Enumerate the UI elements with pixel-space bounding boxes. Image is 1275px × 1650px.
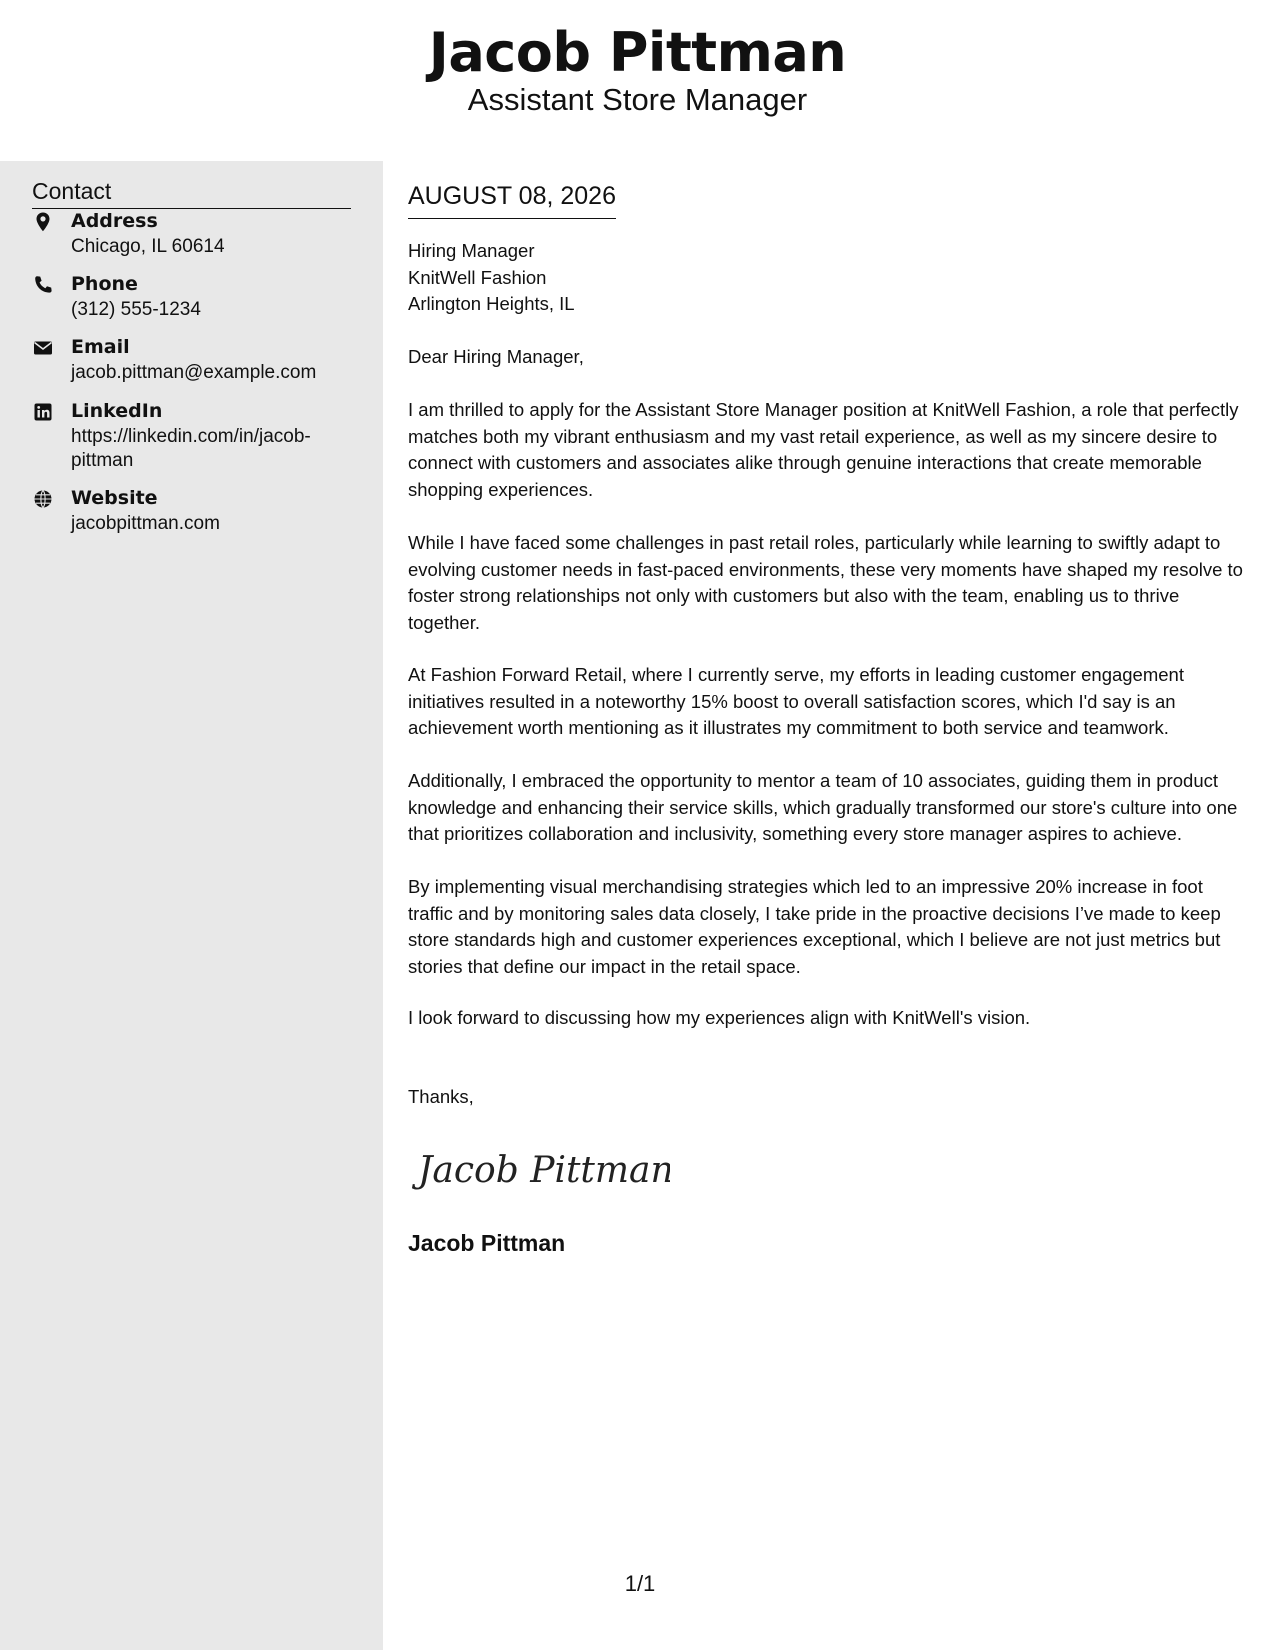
phone-label: Phone — [71, 273, 138, 295]
recipient-block — [408, 238, 575, 318]
page-number: 1/1 — [624, 1571, 656, 1596]
website-label: Website — [71, 487, 158, 509]
recipient-line: Arlington Heights, IL — [408, 293, 575, 314]
letter-date: AUGUST 08, 2026 — [408, 180, 616, 219]
website-value[interactable]: jacobpittman.com — [71, 513, 220, 534]
body-paragraph: Additionally, I embraced the opportunity to mentor a team of 10 associates, guiding them in product knowledge and enhancing their service skills, which gradually transformed our store's culture into one that prioritizes collaboration and inclusivity, something every store manager aspires to achieve. — [408, 770, 1238, 844]
globe-icon — [32, 488, 54, 510]
phone-icon — [32, 274, 54, 296]
signoff-name: Jacob Pittman — [408, 1230, 566, 1256]
header — [0, 0, 1275, 160]
body-paragraph: I am thrilled to apply for the Assistant Store Manager position at KnitWell Fashion, a role that perfectly matches both my vibrant enthusiasm and my vast retail experience, as well as my sincere desire to connect with customers and associates alike through genuine interactions that create memorable shopping experiences. — [408, 399, 1239, 500]
closing: Thanks, — [408, 1086, 474, 1107]
body-paragraph: I look forward to discussing how my experiences align with KnitWell's vision. — [408, 1007, 1031, 1028]
linkedin-value[interactable]: https://linkedin.com/in/jacob-pittman — [71, 426, 311, 471]
linkedin-label: LinkedIn — [71, 400, 163, 422]
body-paragraph: By implementing visual merchandising strategies which led to an impressive 20% increase in foot traffic and by monitoring sales data closely, I take pride in the proactive decisions I’ve made to keep store standards high and customer experiences exceptional, which I believe are not just metrics but stories that define our impact in the retail space. — [408, 876, 1221, 977]
signature-text: Jacob Pittman — [418, 1150, 670, 1191]
email-label: Email — [71, 336, 130, 358]
signature — [410, 1140, 670, 1200]
contact-heading: Contact — [32, 176, 351, 209]
email-value: jacob.pittman@example.com — [71, 362, 317, 383]
linkedin-icon — [32, 401, 54, 423]
salutation: Dear Hiring Manager, — [408, 346, 584, 367]
candidate-name: Jacob Pittman — [428, 21, 847, 84]
body-paragraph: While I have faced some challenges in past retail roles, particularly while learning to swiftly adapt to evolving customer needs in fast-paced environments, these very moments have shaped my resolve to foster strong relationships not only with customers but also with the team, enabling us to thrive together. — [408, 532, 1243, 633]
recipient-line: KnitWell Fashion — [408, 266, 547, 288]
address-value: Chicago, IL 60614 — [71, 236, 225, 257]
phone-value: (312) 555-1234 — [71, 299, 201, 320]
recipient-line: Hiring Manager — [408, 240, 535, 261]
envelope-icon — [32, 337, 54, 359]
body-paragraph: At Fashion Forward Retail, where I currently serve, my efforts in leading customer engagement initiatives resulted in a noteworthy 15% boost to overall satisfaction scores, which I'd say is an achievement worth mentioning as it illustrates my commitment to both service and teamwork. — [408, 664, 1184, 738]
job-title: Assistant Store Manager — [467, 82, 808, 117]
location-pin-icon — [32, 211, 54, 233]
address-label: Address — [71, 210, 158, 232]
